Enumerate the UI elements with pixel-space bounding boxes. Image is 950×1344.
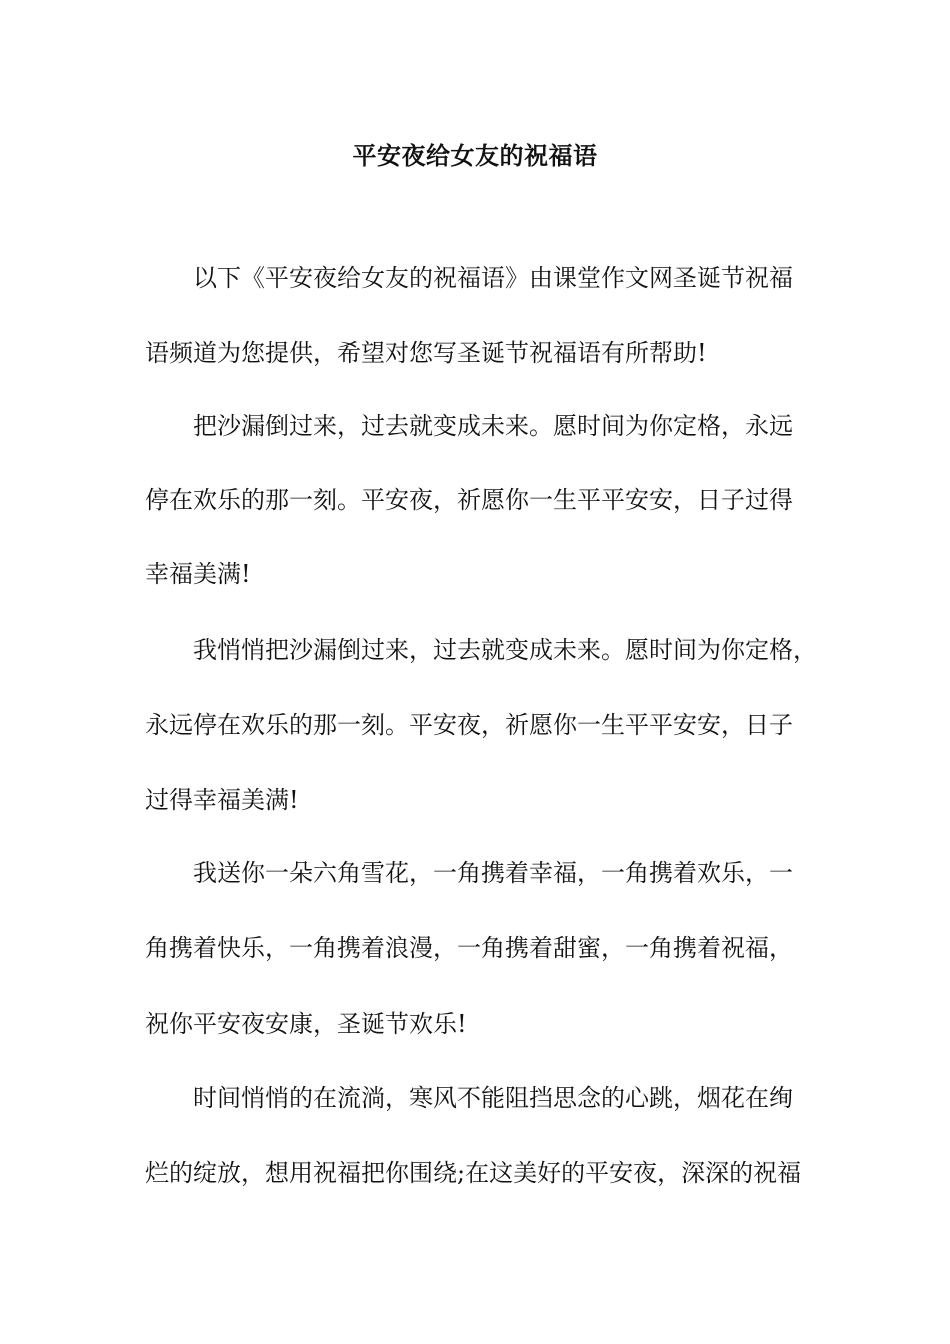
paragraph-3-line-3: 过得幸福美满!	[145, 786, 299, 814]
paragraph-2-line-1: 把沙漏倒过来，过去就变成未来。愿时间为你定格，永远	[193, 412, 793, 440]
paragraph-3-line-2: 永远停在欢乐的那一刻。平安夜，祈愿你一生平平安安，日子	[145, 711, 793, 739]
paragraph-1-line-2: 语频道为您提供，希望对您写圣诞节祝福语有所帮助!	[145, 339, 707, 367]
paragraph-5-line-1: 时间悄悄的在流淌，寒风不能阻挡思念的心跳，烟花在绚	[193, 1084, 793, 1112]
paragraph-4-line-1: 我送你一朵六角雪花，一角携着幸福，一角携着欢乐，一	[193, 859, 793, 887]
paragraph-5-line-2: 烂的绽放，想用祝福把你围绕;在这美好的平安夜，深深的祝福	[145, 1159, 802, 1187]
paragraph-3-line-1: 我悄悄把沙漏倒过来，过去就变成未来。愿时间为你定格，	[193, 636, 817, 664]
paragraph-1-line-1: 以下《平安夜给女友的祝福语》由课堂作文网圣诞节祝福	[193, 264, 793, 292]
paragraph-2-line-3: 幸福美满!	[145, 560, 251, 588]
paragraph-4-line-2: 角携着快乐，一角携着浪漫，一角携着甜蜜，一角携着祝福，	[145, 934, 793, 962]
paragraph-2-line-2: 停在欢乐的那一刻。平安夜，祈愿你一生平平安安，日子过得	[145, 486, 793, 514]
document-title: 平安夜给女友的祝福语	[352, 141, 598, 170]
paragraph-4-line-3: 祝你平安夜安康，圣诞节欢乐!	[145, 1010, 467, 1038]
